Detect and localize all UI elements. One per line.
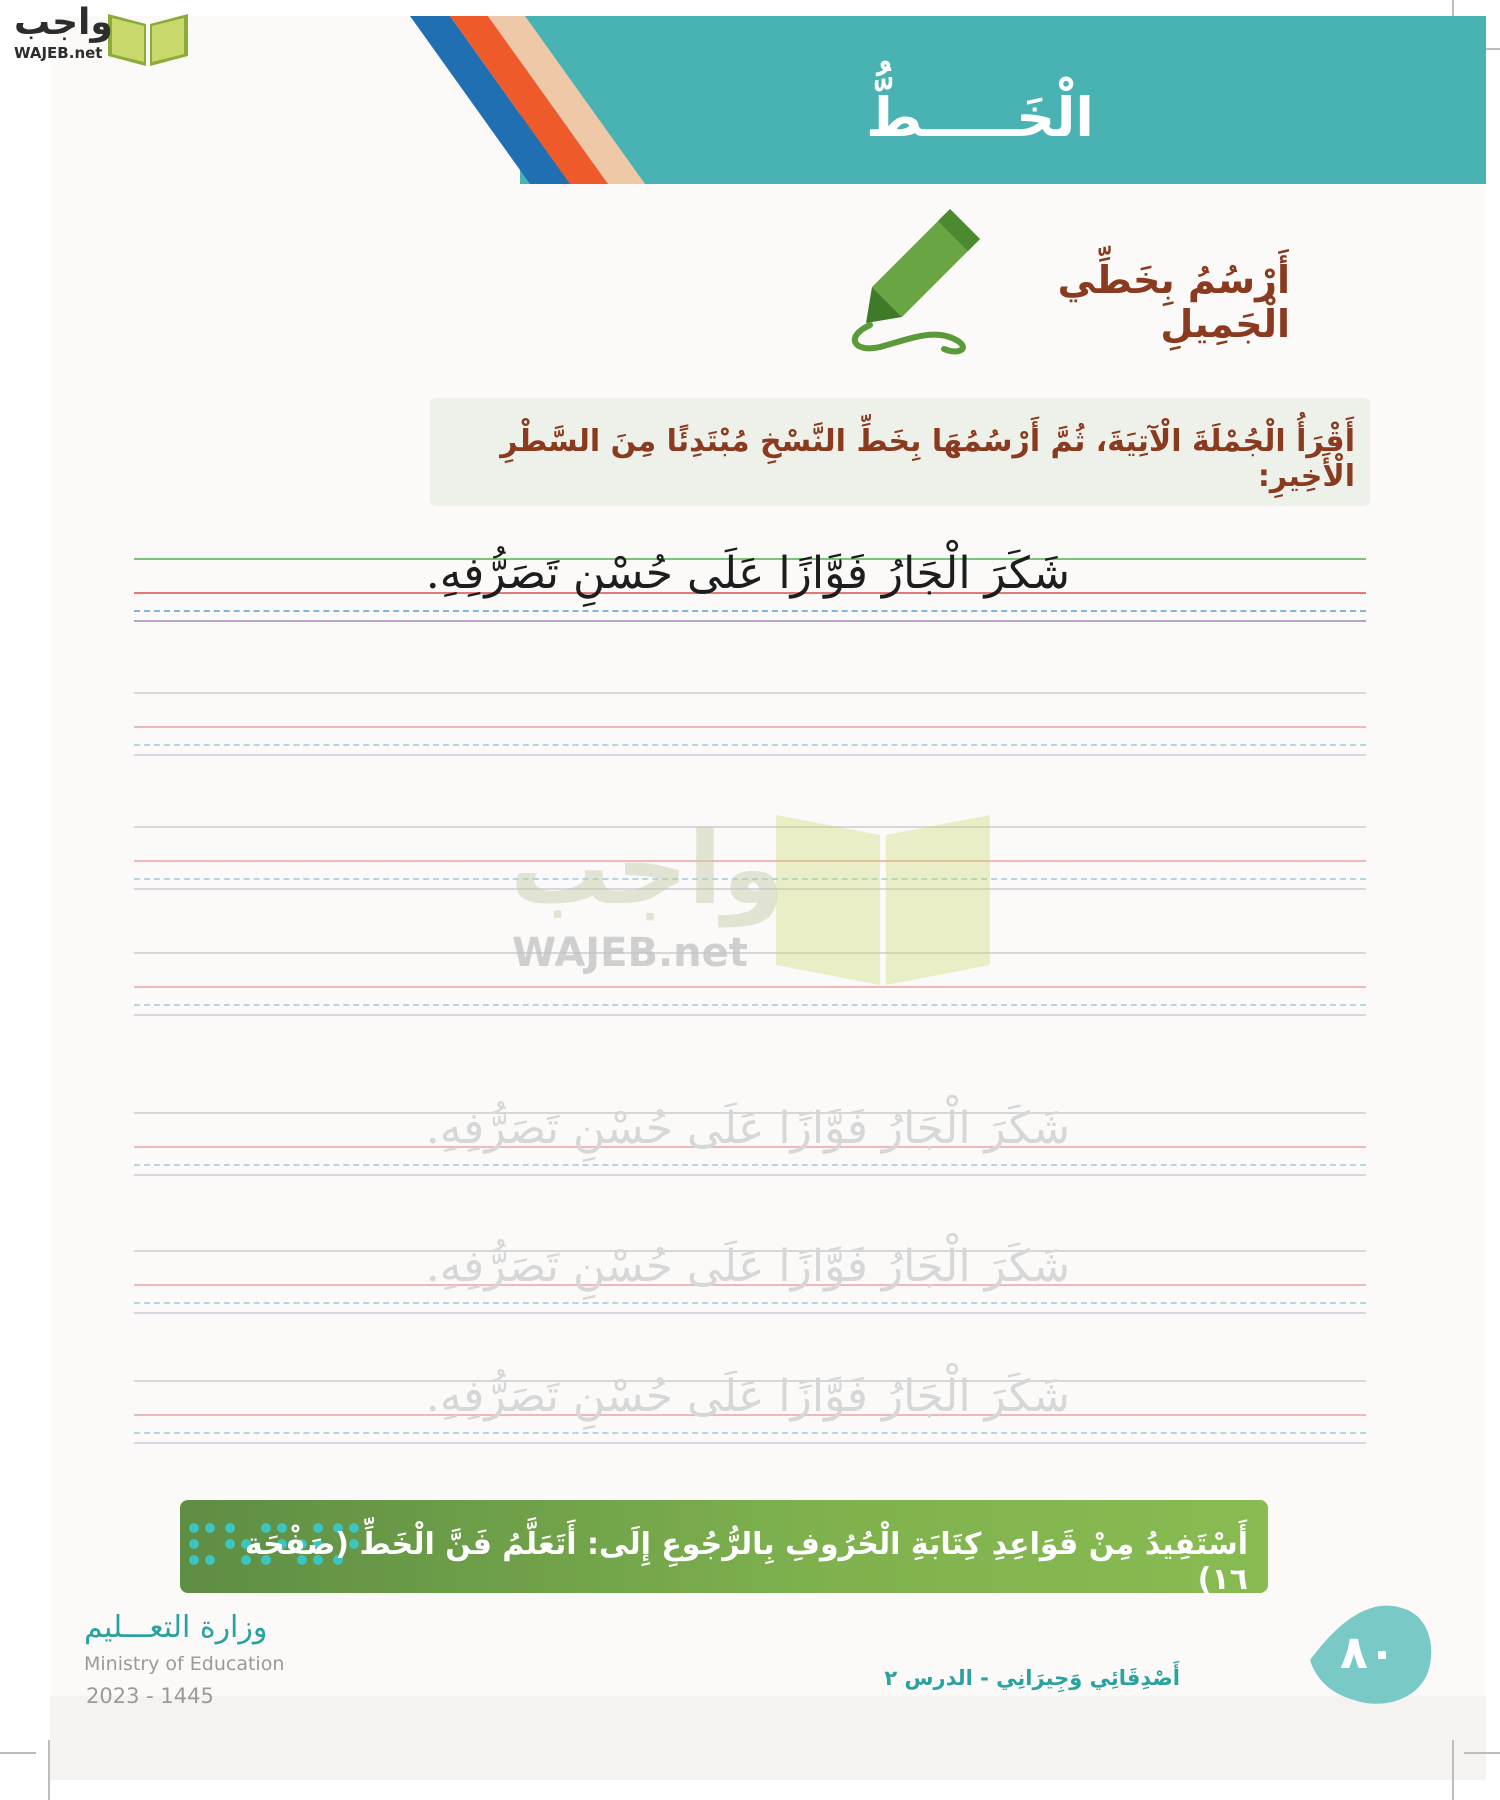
crop-mark (0, 1752, 36, 1754)
logo-arabic: واجب (14, 2, 113, 43)
crop-mark (1452, 1740, 1454, 1800)
trace-sentence: شَكَرَ الْجَارُ فَوَّازًا عَلَى حُسْنِ تَصَرُّفِهِ. (425, 1371, 1070, 1422)
watermark-latin: WAJEB.net (512, 930, 748, 976)
logo-latin: WAJEB.net (14, 44, 103, 62)
writing-line-blank[interactable] (134, 692, 1366, 768)
trace-sentence: شَكَرَ الْجَارُ فَوَّازًا عَلَى حُسْنِ تَصَرُّفِهِ. (425, 1241, 1070, 1292)
ministry-name-english: Ministry of Education (84, 1653, 285, 1675)
instruction-text: أَقْرَأُ الْجُمْلَةَ الْآتِيَةَ، ثُمَّ أَرْسُمُهَا بِخَطِّ النَّسْخِ مُبْتَدِئًا مِنَ السَّطْرِ الْأَخِيرِ: (500, 424, 1355, 494)
page-title: الْخَـــــطُّ (866, 86, 1094, 149)
page-number: ٨٠ (1339, 1625, 1397, 1679)
crop-mark (48, 1740, 50, 1800)
section-heading: أَرْسُمُ بِخَطِّي الْجَمِيلِ (1057, 258, 1290, 346)
watermark-arabic: واجب (510, 810, 785, 927)
footer-band (50, 1696, 1486, 1780)
ministry-year: 2023 - 1445 (86, 1684, 214, 1708)
trace-sentence: شَكَرَ الْجَارُ فَوَّازًا عَلَى حُسْنِ تَصَرُّفِهِ. (425, 1103, 1070, 1154)
crop-mark (1464, 1752, 1500, 1754)
tip-text: أَسْتَفِيدُ مِنْ قَوَاعِدِ كِتَابَةِ الْحُرُوفِ بِالرُّجُوعِ إِلَى: أَتَعَلَّمُ فَنَّ الْخَطِّ (صَفْحَة ١٦) (244, 1527, 1248, 1597)
ministry-name-arabic: وزارة التعـــليم (84, 1610, 268, 1645)
header-stripes (410, 16, 670, 184)
lesson-label: أَصْدِقَائِي وَجِيرَانِي - الدرس ٢ (884, 1666, 1180, 1690)
model-sentence: شَكَرَ الْجَارُ فَوَّازًا عَلَى حُسْنِ تَصَرُّفِهِ. (425, 548, 1070, 599)
